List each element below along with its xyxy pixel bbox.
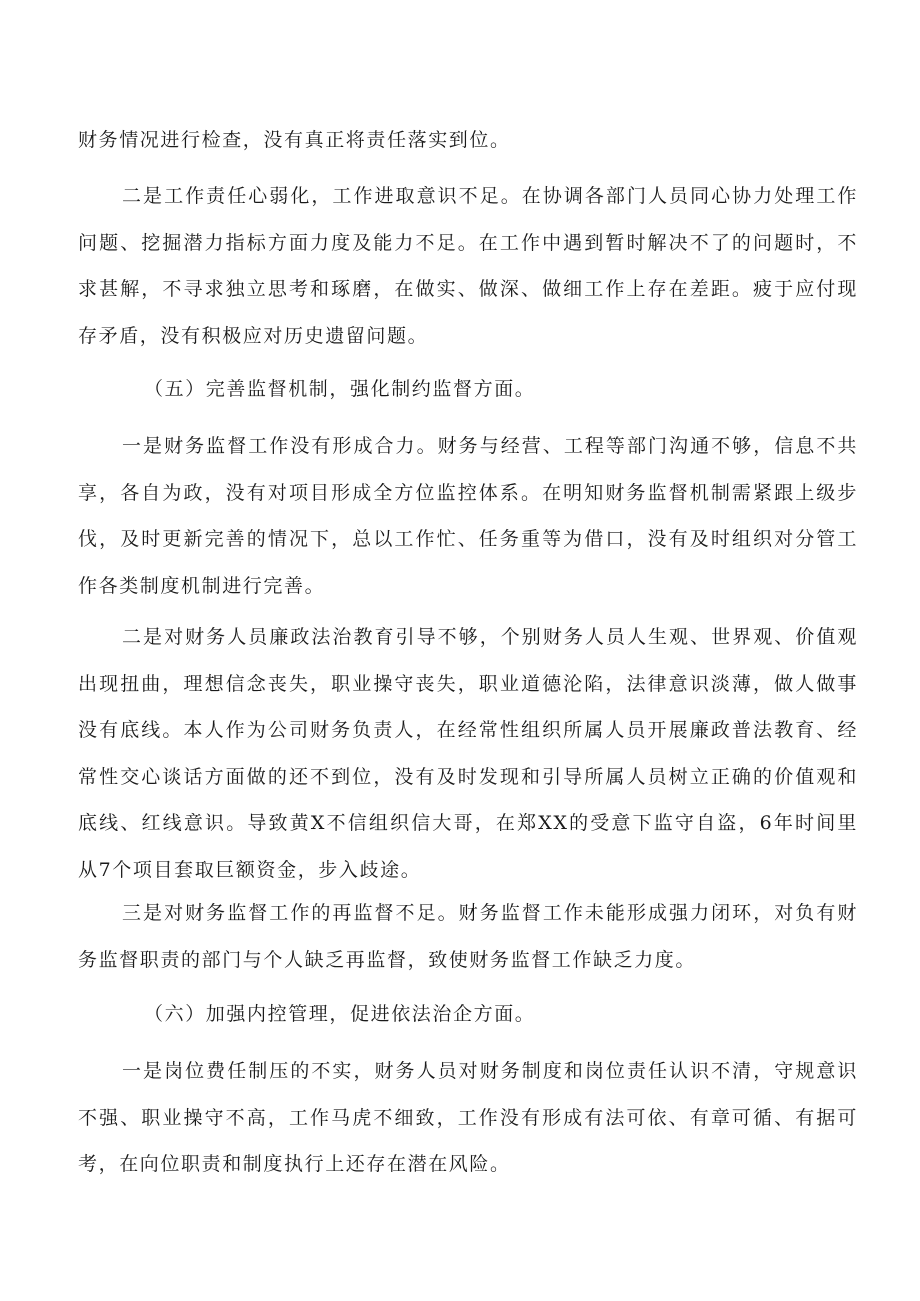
paragraph-supervision-synergy: 一是财务监督工作没有形成合力。财务与经营、工程等部门沟通不够，信息不共享，各自为政，没有对项目形成全方位监控体系。在明知财务监督机制需紧跟上级步伐，及时更新完善的情况下，总以工作忙、任务重等为借口，没有及时组织对分管工作各类制度机制进行完善。 <box>78 435 858 597</box>
paragraph-post-responsibility: 一是岗位费任制压的不实，财务人员对财务制度和岗位责任认识不清，守规意识不强、职业操守不高，工作马虎不细致，工作没有形成有法可依、有章可循、有据可考，在向位职责和制度执行上还存在潜在风险。 <box>78 1060 858 1175</box>
paragraph-re-supervision: 三是对财务监督工作的再监督不足。财务监督工作未能形成强力闭环，对负有财务监督职责的部门与个人缺乏再监督，致使财务监督工作缺乏力度。 <box>78 902 858 971</box>
paragraph-continuation: 财务情况进行检查，没有真正将责任落实到位。 <box>78 129 511 151</box>
section-heading-five: （五）完善监督机制，强化制约监督方面。 <box>144 378 536 400</box>
paragraph-integrity-education: 二是对财务人员廉政法治教育引导不够，个别财务人员人生观、世界观、价值观出现扭曲，理想信念丧失，职业操守丧失，职业道德沦陷，法律意识淡薄，做人做事没有底线。本人作为公司财务负责人，在经常性组织所属人员开展廉政普法教育、经常性交心谈话方面做的还不到位，没有及时发现和引导所属人员树立正确的价值观和底线、红线意识。导致黄X不信组织信大哥，在郑XX的受意下监守自盗，6年时间里从7个项目套取巨额资金，步入歧途。 <box>78 626 858 881</box>
paragraph-work-responsibility: 二是工作责任心弱化，工作进取意识不足。在协调各部门人员同心协力处理工作问题、挖掘潜力指标方面力度及能力不足。在工作中遇到暂时解决不了的问题时，不求甚解，不寻求独立思考和琢磨，在做实、做深、做细工作上存在差距。疲于应付现存矛盾，没有积极应对历史遗留问题。 <box>78 185 858 347</box>
section-heading-six: （六）加强内控管理，促进依法治企方面。 <box>144 1003 536 1025</box>
